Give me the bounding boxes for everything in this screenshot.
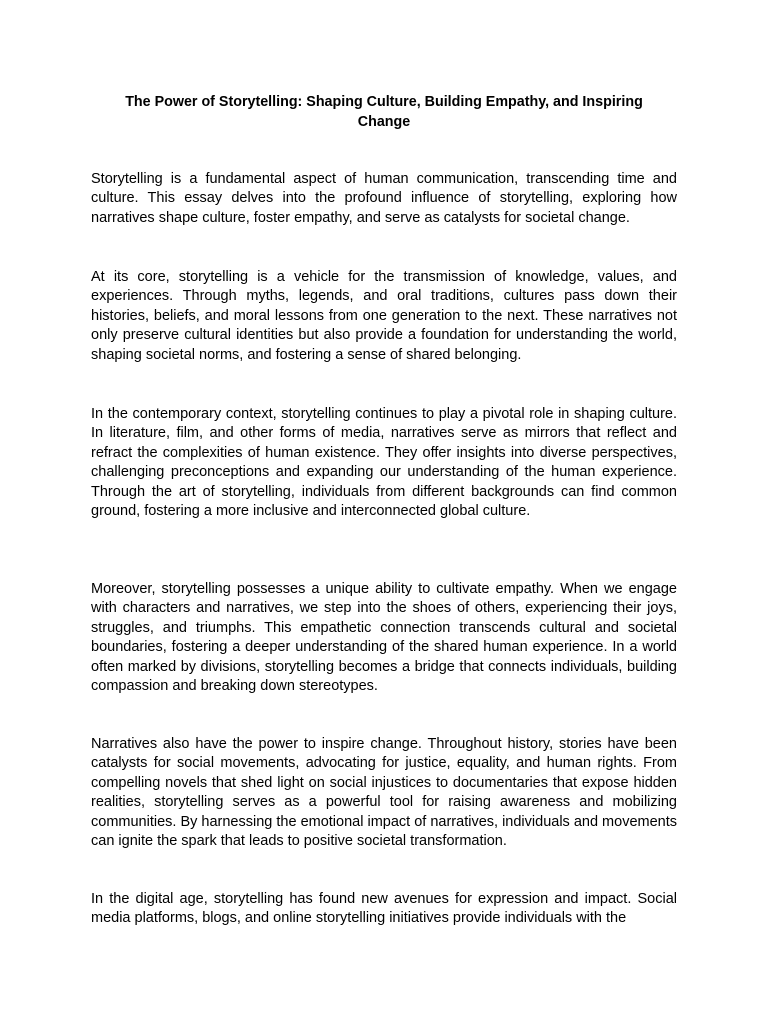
paragraph-change: Narratives also have the power to inspire change. Throughout history, stories have been catalysts for social movements, advocating for justice, equality, and human rights. From compelling novels that shed light on social injustices to documentaries that expose hidden realities, storytelling serves as a powerful tool for raising awareness and mobilizing communities. By harnessing the emotional impact of narratives, individuals and movements can ignite the spark that leads to positive societal transformation.: [91, 736, 677, 850]
paragraph-core: At its core, storytelling is a vehicle for the transmission of knowledge, values, and experiences. Through myths, legends, and oral traditions, cultures pass down their histories, beliefs, and moral lessons from one generation to the next. These narratives not only preserve cultural identities but also provide a foundation for understanding the world, shaping societal norms, and fostering a sense of shared belonging.: [91, 269, 677, 363]
paragraph-empathy: Moreover, storytelling possesses a unique ability to cultivate empathy. When we engage with characters and narratives, we step into the shoes of others, experiencing their joys, struggles, and triumphs. This empathetic connection transcends cultural and societal boundaries, fostering a deeper understanding of the shared human experience. In a world often marked by divisions, storytelling becomes a bridge that connects individuals, building compassion and breaking down stereotypes.: [91, 581, 677, 695]
paragraph-intro: Storytelling is a fundamental aspect of human communication, transcending time and culture. This essay delves into the profound influence of storytelling, exploring how narratives shape culture, foster empathy, and serve as catalysts for societal change.: [91, 171, 677, 226]
paragraph-digital-age: In the digital age, storytelling has found new avenues for expression and impact. Social media platforms, blogs, and online storytelling initiatives provide individuals with the: [91, 891, 677, 927]
paragraph-contemporary: In the contemporary context, storytelling continues to play a pivotal role in shaping culture. In literature, film, and other forms of media, narratives serve as mirrors that reflect and refract the complexities of human existence. They offer insights into diverse perspectives, challenging preconceptions and expanding our understanding of the human experience. Through the art of storytelling, individuals from different backgrounds can find common ground, fostering a more inclusive and interconnected global culture.: [91, 406, 677, 520]
document-title: The Power of Storytelling: Shaping Culture, Building Empathy, and Inspiring Change: [125, 94, 643, 130]
